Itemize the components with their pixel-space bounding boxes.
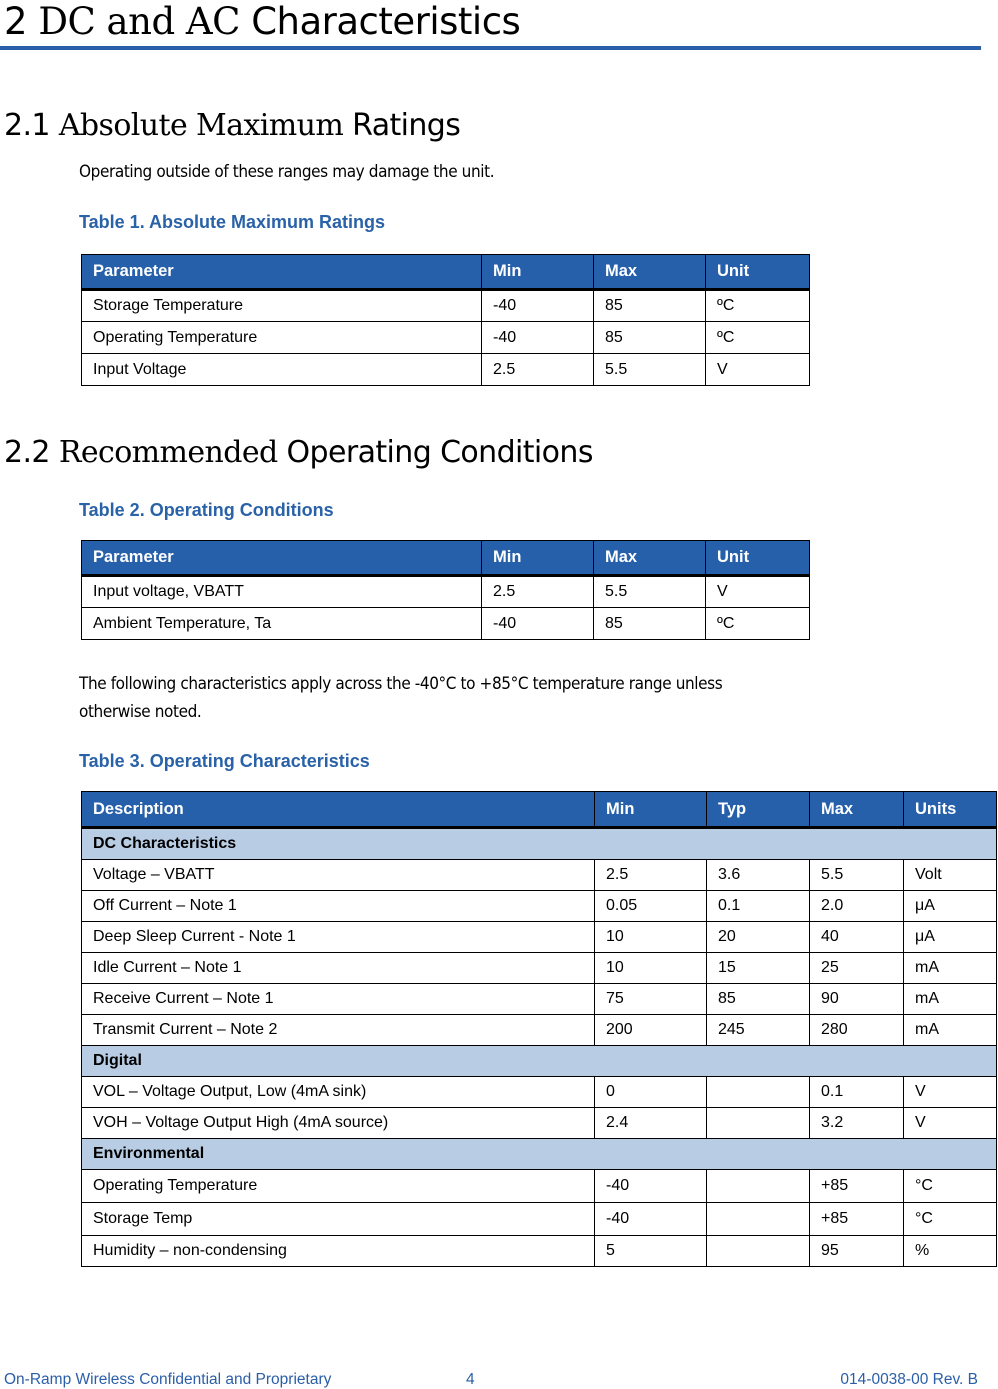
section-title-environmental: Environmental: [82, 1139, 997, 1170]
table1-caption: Table 1. Absolute Maximum Ratings: [79, 212, 386, 232]
header-unit: Unit: [706, 541, 810, 576]
section-number: 2.2: [4, 435, 50, 470]
cell-min: 2.4: [595, 1108, 707, 1139]
header-parameter: Parameter: [82, 255, 482, 290]
cell-description: Off Current – Note 1: [82, 891, 595, 922]
section-row: [82, 828, 997, 860]
heading-rule: [0, 46, 981, 50]
header-min: Min: [595, 792, 707, 828]
cell-parameter: Ambient Temperature, Ta: [82, 608, 482, 640]
header-description: Description: [82, 792, 595, 828]
cell-typ: 3.6: [707, 860, 810, 891]
table-row: [82, 953, 997, 984]
table-row: [82, 1236, 997, 1267]
section-row: [82, 1046, 997, 1077]
footer-confidential: On-Ramp Wireless Confidential and Proprietary: [4, 1371, 332, 1388]
table-row: [82, 984, 997, 1015]
cell-unit: ºC: [706, 608, 810, 640]
cell-units: μA: [904, 922, 997, 953]
cell-units: mA: [904, 1015, 997, 1046]
chapter-number: 2: [4, 0, 28, 43]
cell-typ: 85: [707, 984, 810, 1015]
characteristics-intro-line2: otherwise noted.: [79, 702, 202, 722]
cell-units: Volt: [904, 860, 997, 891]
characteristics-intro-line1: The following characteristics apply across the -40°C to +85°C temperature range unless: [79, 674, 723, 694]
section-title-sans: Operating Conditions: [286, 435, 593, 470]
cell-max: 40: [810, 922, 904, 953]
cell-max: 85: [594, 322, 706, 354]
cell-typ: [707, 1108, 810, 1139]
cell-typ: 0.1: [707, 891, 810, 922]
cell-max: 2.0: [810, 891, 904, 922]
footer-page-number: 4: [466, 1371, 475, 1388]
cell-min: 2.5: [595, 860, 707, 891]
cell-description: Receive Current – Note 1: [82, 984, 595, 1015]
cell-parameter: Input voltage, VBATT: [82, 576, 482, 608]
section-title-sans: Ratings: [352, 108, 461, 143]
cell-max: 5.5: [594, 354, 706, 386]
absolute-max-ratings-table: [81, 254, 810, 386]
section-heading-recommended: [4, 435, 593, 471]
chapter-heading: [4, 0, 520, 44]
header-typ: Typ: [707, 792, 810, 828]
cell-description: Voltage – VBATT: [82, 860, 595, 891]
cell-min: 10: [595, 953, 707, 984]
cell-parameter: Storage Temperature: [82, 290, 482, 322]
cell-units: V: [904, 1108, 997, 1139]
section-title-serif: Absolute Maximum: [58, 108, 344, 143]
cell-unit: V: [706, 354, 810, 386]
cell-max: 25: [810, 953, 904, 984]
table-row: [82, 1015, 997, 1046]
header-parameter: Parameter: [82, 541, 482, 576]
cell-min: 0: [595, 1077, 707, 1108]
cell-units: μA: [904, 891, 997, 922]
table-header-row: [82, 792, 997, 828]
cell-unit: ºC: [706, 322, 810, 354]
cell-min: 200: [595, 1015, 707, 1046]
table-row: [82, 1077, 997, 1108]
cell-max: 3.2: [810, 1108, 904, 1139]
cell-typ: [707, 1170, 810, 1203]
cell-min: 75: [595, 984, 707, 1015]
footer-doc-revision: 014-0038-00 Rev. B: [840, 1371, 978, 1388]
table-row: [82, 891, 997, 922]
section-title-serif: Recommended: [58, 435, 278, 470]
cell-max: 85: [594, 608, 706, 640]
cell-typ: [707, 1077, 810, 1108]
header-min: Min: [482, 541, 594, 576]
header-unit: Unit: [706, 255, 810, 290]
cell-min: -40: [482, 290, 594, 322]
table-row: [82, 922, 997, 953]
header-min: Min: [482, 255, 594, 290]
header-max: Max: [594, 541, 706, 576]
table-row: [82, 322, 810, 354]
table-header-row: [82, 541, 810, 576]
table-row: [82, 576, 810, 608]
section-heading-absolute: [4, 108, 460, 144]
cell-parameter: Operating Temperature: [82, 322, 482, 354]
cell-max: 280: [810, 1015, 904, 1046]
cell-max: 0.1: [810, 1077, 904, 1108]
cell-max: 5.5: [810, 860, 904, 891]
cell-typ: 245: [707, 1015, 810, 1046]
cell-units: °C: [904, 1203, 997, 1236]
table-row: [82, 290, 810, 322]
cell-min: -40: [595, 1170, 707, 1203]
cell-min: -40: [595, 1203, 707, 1236]
cell-max: 95: [810, 1236, 904, 1267]
characteristics-intro: [79, 670, 722, 726]
table-row: [82, 608, 810, 640]
cell-units: °C: [904, 1170, 997, 1203]
cell-unit: V: [706, 576, 810, 608]
header-max: Max: [594, 255, 706, 290]
section-title-dc: DC Characteristics: [82, 828, 997, 860]
absolute-intro-text: Operating outside of these ranges may damage the unit.: [79, 162, 495, 182]
cell-units: mA: [904, 953, 997, 984]
cell-description: Idle Current – Note 1: [82, 953, 595, 984]
table2-caption: Table 2. Operating Conditions: [79, 500, 334, 520]
cell-unit: ºC: [706, 290, 810, 322]
cell-max: 90: [810, 984, 904, 1015]
cell-units: mA: [904, 984, 997, 1015]
chapter-title-sans: Characteristics: [251, 0, 521, 43]
cell-min: -40: [482, 608, 594, 640]
header-max: Max: [810, 792, 904, 828]
operating-conditions-table: [81, 540, 810, 640]
operating-characteristics-table: [81, 791, 997, 1267]
cell-max: 5.5: [594, 576, 706, 608]
cell-description: VOH – Voltage Output High (4mA source): [82, 1108, 595, 1139]
cell-typ: [707, 1203, 810, 1236]
cell-units: %: [904, 1236, 997, 1267]
header-units: Units: [904, 792, 997, 828]
section-number: 2.1: [4, 108, 50, 143]
cell-max: +85: [810, 1170, 904, 1203]
table-row: [82, 1203, 997, 1236]
table-row: [82, 860, 997, 891]
cell-min: -40: [482, 322, 594, 354]
table-row: [82, 1170, 997, 1203]
chapter-title-serif: DC and AC: [38, 0, 240, 43]
table3-caption: Table 3. Operating Characteristics: [79, 751, 370, 771]
cell-max: 85: [594, 290, 706, 322]
cell-typ: [707, 1236, 810, 1267]
cell-min: 0.05: [595, 891, 707, 922]
cell-typ: 15: [707, 953, 810, 984]
cell-min: 10: [595, 922, 707, 953]
table-header-row: [82, 255, 810, 290]
cell-max: +85: [810, 1203, 904, 1236]
section-row: [82, 1139, 997, 1170]
cell-min: 2.5: [482, 354, 594, 386]
cell-parameter: Input Voltage: [82, 354, 482, 386]
cell-typ: 20: [707, 922, 810, 953]
cell-description: Storage Temp: [82, 1203, 595, 1236]
cell-description: Humidity – non-condensing: [82, 1236, 595, 1267]
table-row: [82, 1108, 997, 1139]
cell-description: VOL – Voltage Output, Low (4mA sink): [82, 1077, 595, 1108]
cell-description: Operating Temperature: [82, 1170, 595, 1203]
section-title-digital: Digital: [82, 1046, 997, 1077]
cell-min: 2.5: [482, 576, 594, 608]
cell-min: 5: [595, 1236, 707, 1267]
table-row: [82, 354, 810, 386]
cell-description: Transmit Current – Note 2: [82, 1015, 595, 1046]
cell-description: Deep Sleep Current - Note 1: [82, 922, 595, 953]
cell-units: V: [904, 1077, 997, 1108]
